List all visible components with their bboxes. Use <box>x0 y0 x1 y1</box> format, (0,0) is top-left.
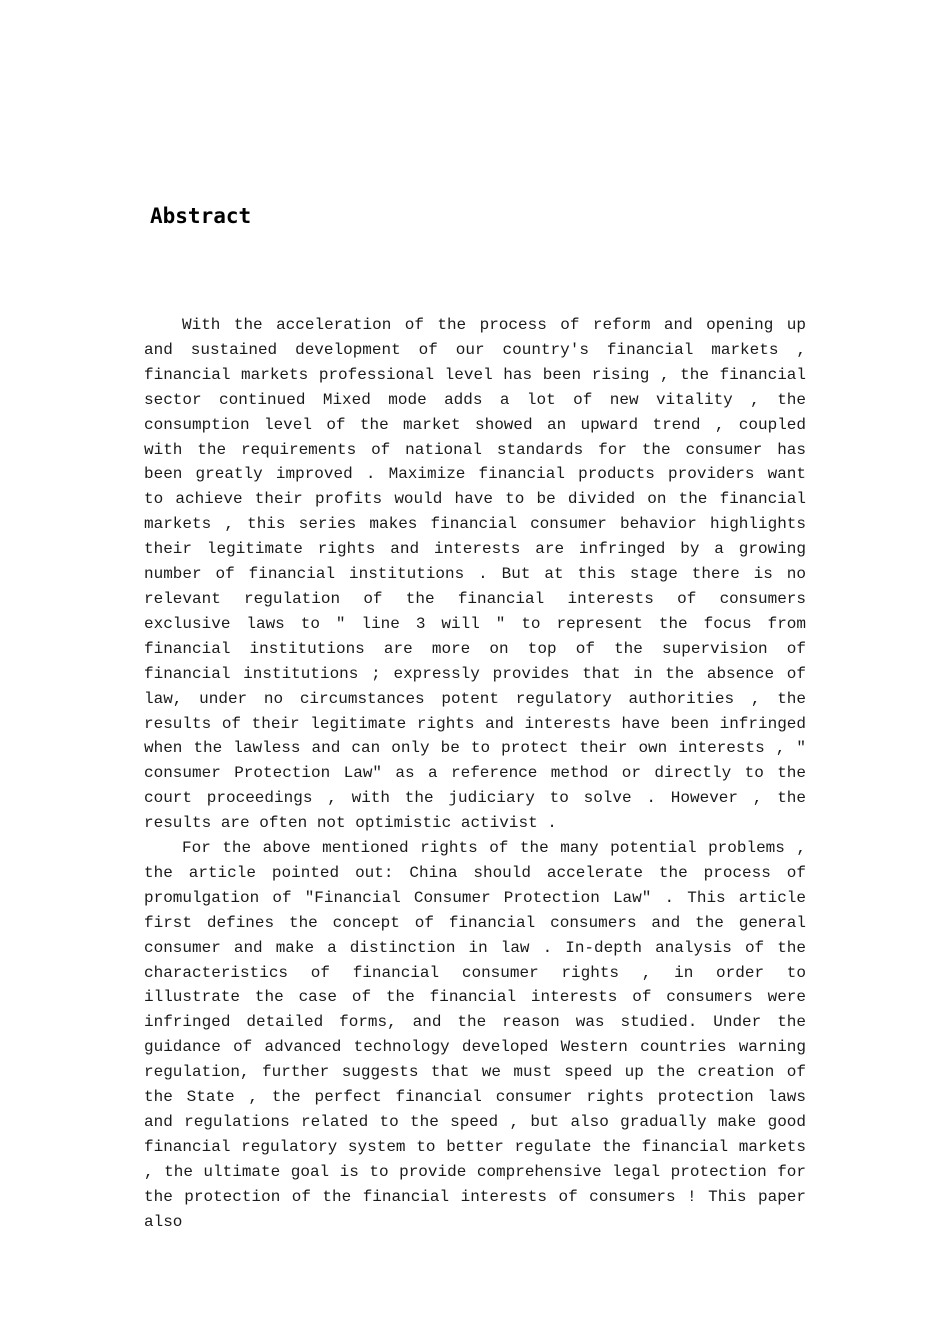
abstract-paragraph-1: With the acceleration of the process of reform and opening up and sustained development of our country's financial markets , financial markets professional level has been rising , the financial sector continued Mixed mode adds a lot of new vitality , the consumption level of the market showed an upward trend , coupled with the requirements of national standards for the consumer has been greatly improved . Maximize financial products providers want to achieve their profits would have to be divided on the financial markets , this series makes financial consumer behavior highlights their legitimate rights and interests are infringed by a growing number of financial institutions . But at this stage there is no relevant regulation of the financial interests of consumers exclusive laws to " line 3 will " to represent the focus from financial institutions are more on top of the supervision of financial institutions ; expressly provides that in the absence of law, under no circumstances potent regulatory authorities , the results of their legitimate rights and interests have been infringed when the lawless and can only be to protect their own interests , " consumer Protection Law" as a reference method or directly to the court proceedings , with the judiciary to solve . However , the results are often not optimistic activist . <box>144 316 806 833</box>
abstract-body <box>144 313 806 1235</box>
abstract-paragraph-2: For the above mentioned rights of the many potential problems , the article pointed out: China should accelerate the process of promulgation of "Financial Consumer Protection Law" . This article first defines the concept of financial consumers and the general consumer and make a distinction in law . In-depth analysis of the characteristics of financial consumer rights , in order to illustrate the case of the financial interests of consumers were infringed detailed forms, and the reason was studied. Under the guidance of advanced technology developed Western countries warning regulation, further suggests that we must speed up the creation of the State , the perfect financial consumer rights protection laws and regulations related to the speed , but also gradually make good financial regulatory system to better regulate the financial markets , the ultimate goal is to provide comprehensive legal protection for the protection of the financial interests of consumers ! This paper also <box>144 839 806 1231</box>
abstract-heading: Abstract <box>150 204 252 228</box>
